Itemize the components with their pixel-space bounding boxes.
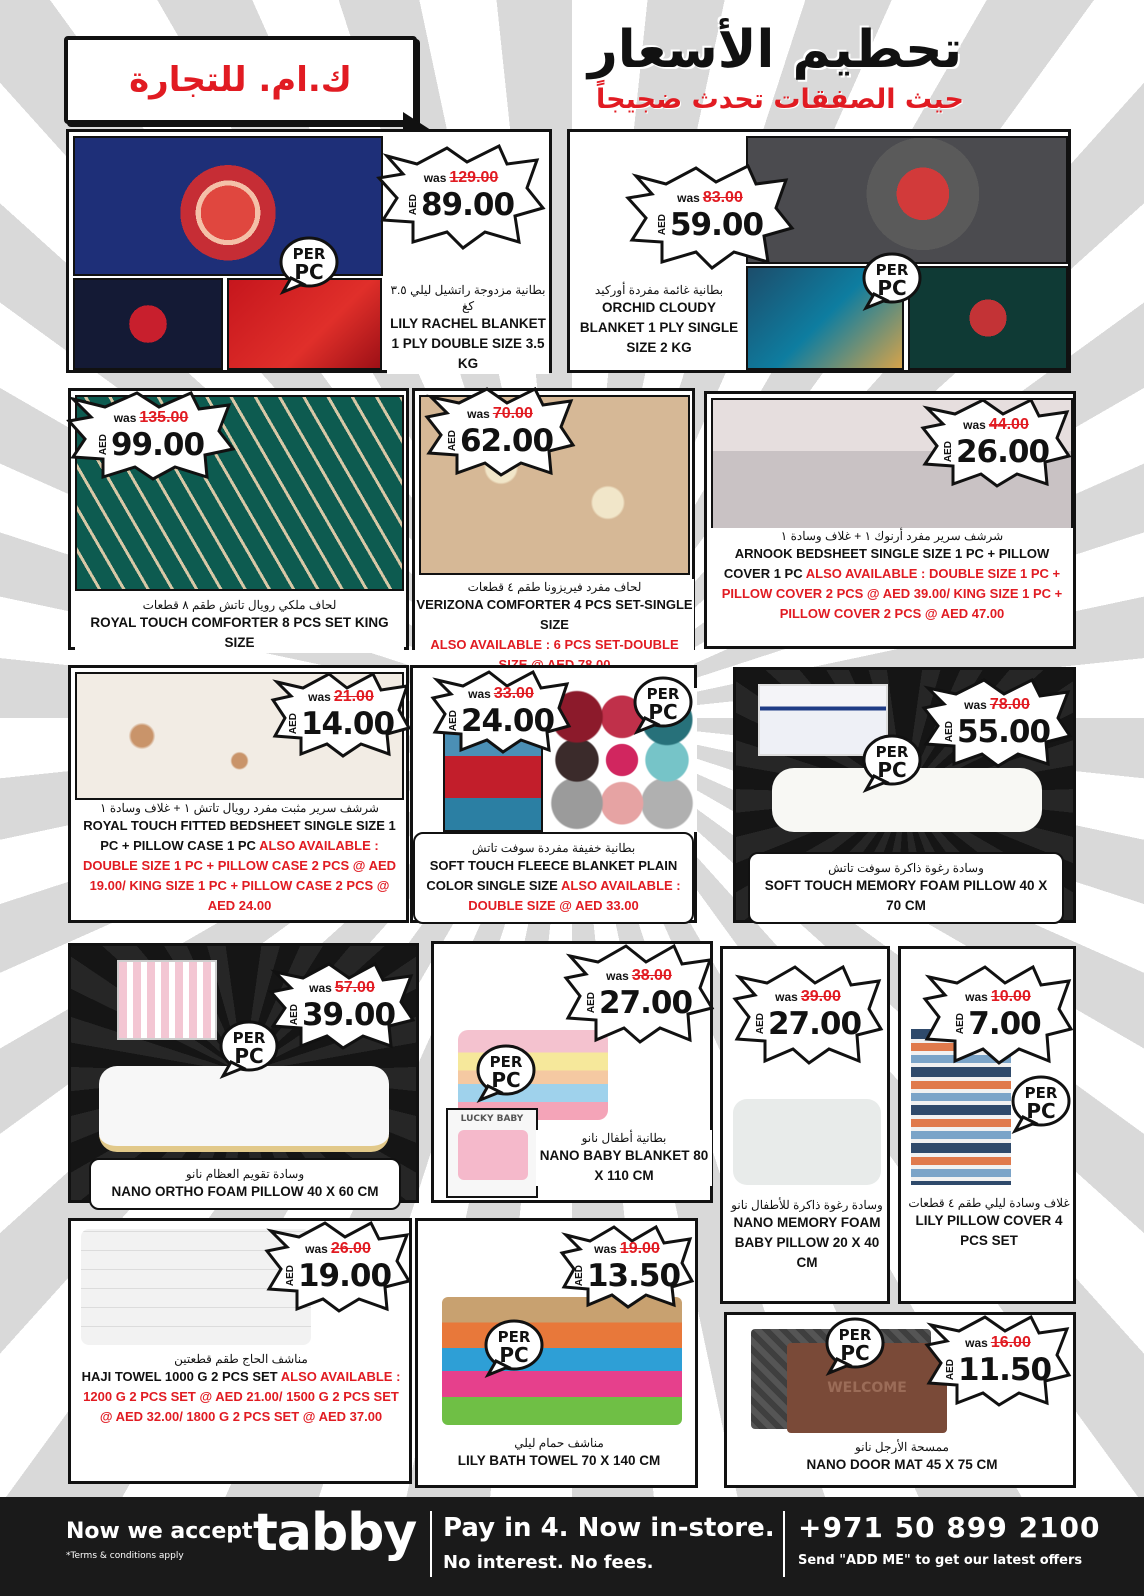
was-price: 19.00 (619, 1240, 660, 1257)
footer-divider (783, 1511, 785, 1577)
currency-label: AED (943, 721, 955, 743)
price-burst (564, 944, 714, 1044)
pc-label: PC (499, 1342, 529, 1367)
was-label: was (467, 407, 490, 421)
product-panel-verizona-comforter[interactable] (412, 388, 695, 650)
blanket-photo-small (73, 278, 223, 370)
product-name-ar: شرشف سرير مفرد أرنوك ١ + غلاف وسادة ١ (780, 529, 1004, 543)
product-name-ar: مناشف حمام ليلي (514, 1436, 604, 1450)
product-name-ar: بطانية مزدوجة راتشيل ليلي ٣.٥ كغ (390, 283, 546, 313)
per-label: PER (875, 260, 909, 279)
currency-label: AED (446, 430, 458, 452)
product-name-en: HAJI TOWEL 1000 G 2 PCS SET (81, 1369, 278, 1384)
product-name-ar: لحاف مفرد فيريزونا طقم ٤ قطعات (467, 580, 642, 594)
was-label: was (305, 1242, 328, 1256)
footer-divider (430, 1511, 432, 1577)
currency-label: AED (944, 1359, 956, 1381)
sale-price: 62.00 (459, 423, 554, 459)
product-caption (727, 1197, 887, 1273)
product-name-en: LILY RACHEL BLANKET 1 PLY DOUBLE SIZE 3.5 KG (390, 316, 546, 371)
sale-price: 11.50 (957, 1352, 1052, 1388)
per-pc-badge (277, 234, 341, 294)
was-price: 70.00 (492, 405, 533, 422)
product-caption (413, 832, 694, 924)
also-available: ALSO AVAILABLE : 6 PCS SET-DOUBLE (430, 637, 679, 652)
price-burst (560, 1225, 694, 1309)
was-label: was (677, 191, 700, 205)
product-caption (578, 282, 740, 358)
pillow-shape (99, 1066, 389, 1152)
product-panel-soft-touch-fleece[interactable] (410, 665, 697, 923)
pay-in-4-text: Pay in 4. Now in-store. (443, 1513, 775, 1543)
currency-label: AED (287, 713, 299, 735)
whatsapp-note: Send "ADD ME" to get our latest offers (798, 1553, 1083, 1568)
towels-stack (442, 1297, 682, 1425)
per-pc-badge (217, 1018, 281, 1078)
pc-label: PC (877, 757, 907, 782)
product-panel-royal-touch-fitted-bedsheet[interactable] (68, 665, 409, 923)
was-label: was (423, 171, 447, 185)
product-name-en: NANO MEMORY FOAM BABY PILLOW 20 X 40 CM (733, 1215, 881, 1270)
price-burst (431, 670, 571, 754)
product-name-ar: بطانية خفيفة مفردة سوفت تاتش (471, 841, 636, 855)
product-name-en: ARNOOK BEDSHEET SINGLE SIZE 1 PC + PILLOW COVER 1 PC (723, 546, 1050, 581)
per-label: PER (875, 742, 909, 761)
per-pc-badge (474, 1042, 538, 1102)
price-burst (922, 678, 1072, 768)
was-price: 39.00 (800, 988, 841, 1005)
was-price: 78.00 (989, 696, 1030, 713)
was-label: was (606, 969, 629, 983)
product-name-en: SOFT TOUCH FLEECE BLANKET PLAIN COLOR SINGLE SIZE (426, 858, 678, 893)
pillow-bag-photo (117, 960, 217, 1040)
was-label: was (965, 990, 988, 1004)
per-label: PER (646, 684, 680, 703)
sale-price: 99.00 (110, 427, 205, 463)
product-name-en: ROYAL TOUCH COMFORTER 8 PCS SET KING SIZE (90, 615, 389, 650)
currency-label: AED (585, 992, 597, 1014)
was-price: 57.00 (334, 979, 375, 996)
footer (0, 1497, 1144, 1596)
product-name-ar: ممسحة الأرجل نانو (855, 1440, 949, 1454)
sale-price: 59.00 (669, 207, 764, 243)
sale-price: 7.00 (968, 1006, 1041, 1042)
was-label: was (309, 981, 332, 995)
price-burst (425, 387, 575, 477)
product-panel-lily-pillow-cover[interactable] (898, 946, 1076, 1304)
currency-label: AED (97, 434, 109, 456)
tabby-logo: tabby (253, 1503, 417, 1563)
was-label: was (468, 687, 491, 701)
product-panel-nano-baby-blanket[interactable] (431, 941, 713, 1203)
was-label: was (594, 1242, 617, 1256)
price-burst (733, 965, 883, 1065)
phone-number[interactable]: +971 50 899 2100 (798, 1511, 1101, 1544)
product-caption (428, 1435, 690, 1471)
page-subtitle: حيث الصفقات تحدث ضجيجاً (596, 84, 964, 115)
sale-price: 55.00 (956, 714, 1051, 750)
product-name-ar: لحاف ملكي رويال تاتش طقم ٨ قطعات (142, 598, 337, 612)
was-label: was (113, 411, 137, 425)
product-caption (748, 852, 1064, 924)
was-price: 10.00 (990, 988, 1031, 1005)
product-caption (89, 1158, 401, 1210)
currency-label: AED (407, 194, 419, 216)
currency-label: AED (656, 214, 668, 236)
product-name-en: LILY PILLOW COVER 4 PCS SET (915, 1213, 1063, 1248)
product-panel-orchid-cloudy[interactable] (567, 129, 1071, 373)
product-name-en: ROYAL TOUCH FITTED BEDSHEET SINGLE SIZE 1 PC + PILLOW CASE 1 PC (83, 818, 396, 853)
product-name-en: ORCHID CLOUDY BLANKET 1 PLY SINGLE SIZE 2 KG (579, 300, 739, 355)
header (0, 0, 1144, 125)
product-caption (81, 1351, 401, 1427)
sale-price: 19.00 (297, 1258, 392, 1294)
product-caption (387, 282, 549, 374)
also-available: ALSO AVAILABLE : DOUBLE SIZE 1 PC + PILLOW CASE 2 PCS @ AED 19.00/ KING SIZE 1 PC + PILLOW CASE 2 PCS @ AED 24.00 (82, 838, 397, 913)
product-name-ar: بطانية غائمة مفردة أوركيد (594, 283, 724, 297)
was-label: was (775, 990, 798, 1004)
product-caption (536, 1130, 712, 1186)
price-burst (271, 672, 411, 758)
per-label: PER (497, 1327, 531, 1346)
price-burst (377, 142, 545, 250)
door-mat-front: WELCOME (787, 1343, 947, 1433)
per-label: PER (838, 1325, 872, 1344)
pc-label: PC (294, 259, 324, 284)
accept-text: Now we accept (66, 1519, 253, 1544)
per-pc-badge (860, 732, 924, 792)
currency-label: AED (955, 1013, 967, 1035)
product-name-en: NANO ORTHO FOAM PILLOW 40 X 60 CM (111, 1184, 379, 1199)
product-name-ar: مناشف الحاج طقم قطعتين (174, 1352, 308, 1366)
per-pc-badge (631, 674, 695, 734)
baby-pillow-shape (733, 1099, 881, 1185)
price-burst (67, 391, 235, 481)
product-caption (415, 579, 694, 675)
product-name-en: NANO BABY BLANKET 80 X 110 CM (539, 1148, 709, 1183)
sale-price: 14.00 (300, 706, 395, 742)
pc-label: PC (234, 1043, 264, 1068)
was-label: was (308, 690, 331, 704)
product-name-en: SOFT TOUCH MEMORY FOAM PILLOW 40 X 70 CM (764, 878, 1048, 913)
terms-note: *Terms & conditions apply (66, 1551, 184, 1561)
product-panel-nano-baby-pillow[interactable] (720, 946, 890, 1304)
was-price: 33.00 (493, 685, 534, 702)
was-price: 44.00 (988, 416, 1029, 433)
price-burst (269, 962, 415, 1050)
per-label: PER (1024, 1083, 1058, 1102)
product-caption (75, 800, 404, 916)
product-panel-memory-foam-pillow[interactable] (733, 667, 1076, 923)
product-panel-nano-ortho-pillow[interactable] (68, 943, 419, 1203)
was-price: 83.00 (702, 189, 743, 206)
product-panel-royal-touch-comforter[interactable] (68, 388, 409, 650)
price-burst (626, 162, 794, 270)
price-burst (925, 1315, 1071, 1407)
blanket-photo (746, 136, 1068, 264)
product-panel-nano-door-mat[interactable] (724, 1312, 1076, 1488)
product-name-ar: وسادة تقويم العظام نانو (185, 1167, 305, 1181)
was-price: 135.00 (139, 409, 189, 426)
sale-price: 13.50 (586, 1258, 681, 1294)
store-logo-bubble (64, 36, 417, 124)
also-available: ALSO AVAILABLE : DOUBLE SIZE @ AED 33.00 (468, 878, 681, 913)
product-caption (737, 1439, 1067, 1475)
also-available: ALSO AVAILABLE : 1200 G 2 PCS SET @ AED 21.00/ 1500 G 2 PCS SET @ AED 32.00/ 1800 G 2 PCS SET @ AED 37.00 (83, 1369, 401, 1424)
product-name-en: NANO DOOR MAT 45 X 75 CM (806, 1457, 998, 1472)
currency-label: AED (288, 1004, 300, 1026)
price-burst (265, 1221, 411, 1313)
was-price: 16.00 (990, 1334, 1031, 1351)
product-panel-haji-towel[interactable] (68, 1218, 412, 1484)
no-interest-text: No interest. No fees. (443, 1552, 654, 1573)
was-label: was (965, 1336, 988, 1350)
baby-blanket-box-photo (446, 1108, 538, 1198)
product-name-ar: غلاف وسادة ليلي طقم ٤ قطعات (908, 1196, 1070, 1210)
pc-label: PC (877, 275, 907, 300)
sale-price: 24.00 (460, 703, 555, 739)
pc-label: PC (491, 1067, 521, 1092)
also-available: ALSO AVAILABLE : DOUBLE SIZE 1 PC + PILLOW COVER 2 PCS @ AED 39.00/ KING SIZE 1 PC + PILLOW COVER 2 PCS @ AED 47.00 (721, 566, 1063, 621)
product-panel-lily-rachel[interactable] (66, 129, 552, 373)
was-price: 26.00 (330, 1240, 371, 1257)
price-burst (923, 965, 1073, 1065)
box-brand: LUCKY BABY (460, 1114, 524, 1124)
was-label: was (963, 418, 986, 432)
sale-price: 89.00 (420, 187, 515, 223)
per-label: PER (232, 1028, 266, 1047)
product-name-ar: وسادة رغوة ذاكرة سوفت تاتش (828, 861, 984, 875)
store-name: ك.ام. للتجارة (129, 60, 352, 100)
product-panel-arnook-bedsheet[interactable] (704, 391, 1076, 649)
pc-label: PC (840, 1340, 870, 1365)
pink-blanket (458, 1130, 528, 1180)
product-name-ar: وسادة رغوة ذاكرة للأطفال نانو (731, 1198, 883, 1212)
per-label: PER (292, 244, 326, 263)
product-caption (711, 528, 1073, 624)
product-name-en: LILY BATH TOWEL 70 X 140 CM (457, 1453, 661, 1468)
product-name-en: VERIZONA COMFORTER 4 PCS SET-SINGLE SIZE (416, 597, 693, 632)
pc-label: PC (1026, 1098, 1056, 1123)
was-label: was (964, 698, 987, 712)
currency-label: AED (573, 1265, 585, 1287)
sale-price: 26.00 (955, 434, 1050, 470)
currency-label: AED (942, 441, 954, 463)
page-title: تحطيم الأسعار (587, 20, 963, 80)
price-burst (921, 398, 1071, 488)
product-panel-lily-bath-towel[interactable] (415, 1218, 698, 1488)
per-pc-badge (1009, 1073, 1073, 1133)
sale-price: 39.00 (301, 997, 396, 1033)
blanket-green-photo (908, 266, 1068, 370)
sale-price: 27.00 (767, 1006, 862, 1042)
per-pc-badge (482, 1317, 546, 1377)
was-price: 129.00 (449, 169, 499, 186)
currency-label: AED (284, 1265, 296, 1287)
per-pc-badge (860, 250, 924, 310)
product-name-ar: شرشف سرير مثبت مفرد رويال تاتش ١ + غلاف وسادة ١ (100, 801, 379, 815)
product-caption (75, 597, 404, 653)
was-price: 38.00 (631, 967, 672, 984)
currency-label: AED (447, 710, 459, 732)
product-caption (905, 1195, 1073, 1251)
was-price: 21.00 (333, 688, 374, 705)
currency-label: AED (754, 1013, 766, 1035)
pc-label: PC (648, 699, 678, 724)
per-label: PER (489, 1052, 523, 1071)
product-name-ar: بطانية أطفال نانو (581, 1131, 667, 1145)
sale-price: 27.00 (598, 985, 693, 1021)
per-pc-badge (823, 1315, 887, 1375)
